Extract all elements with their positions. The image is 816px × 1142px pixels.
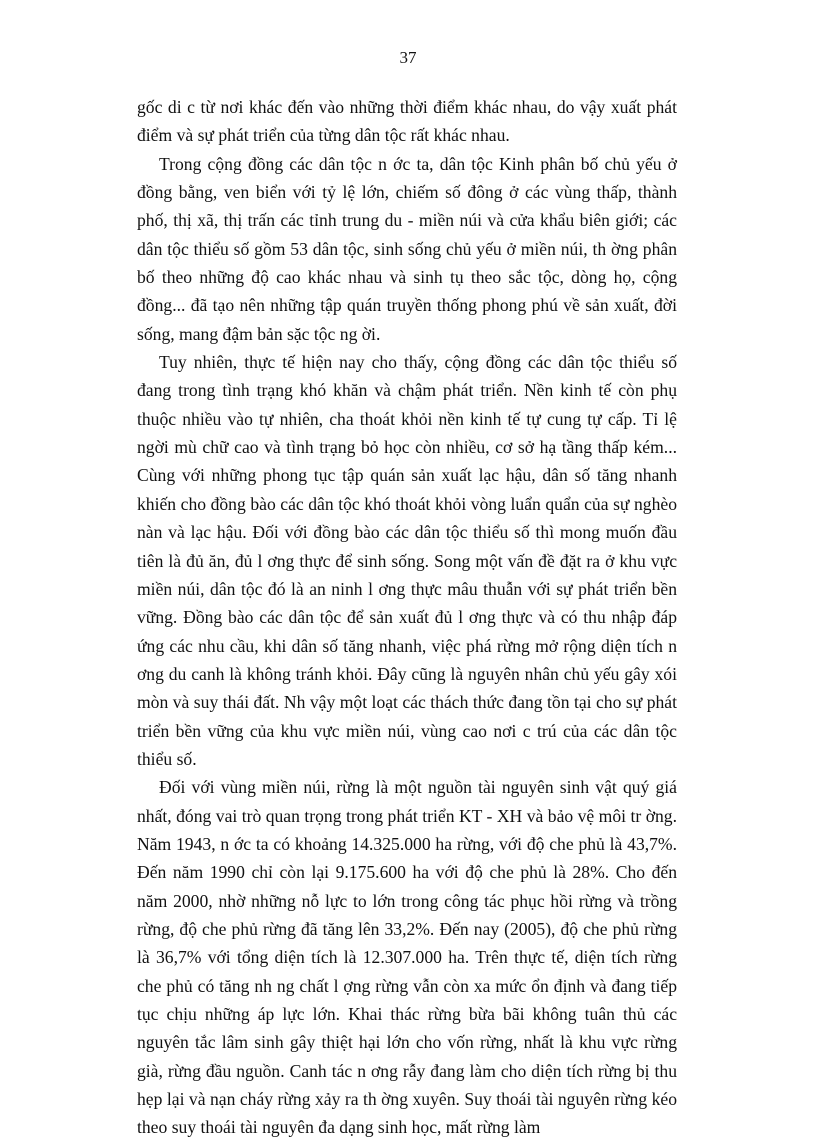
paragraph-1: gốc di c từ nơi khác đến vào những thời điểm khác nhau, do vậy xuất phát điểm và sự phát triển của từng dân tộc rất khác nhau. <box>137 97 677 146</box>
page-number: 37 <box>399 48 417 67</box>
paragraph-2: Trong cộng đồng các dân tộc n ớc ta, dân tộc Kinh phân bố chủ yếu ở đồng bằng, ven biển với tỷ lệ lớn, chiếm số đông ở các vùng thấp, thành phố, thị xã, thị trấn các tỉnh trung du - miền núi và cửa khẩu biên giới; các dân tộc thiểu số gồm 53 dân tộc, sinh sống chủ yếu ở miền núi, th ờng phân bố theo những độ cao khác nhau và sinh tụ theo sắc tộc, dòng họ, cộng đồng... đã tạo nên những tập quán truyền thống phong phú về sản xuất, đời sống, mang đậm bản sặc tộc ng ời. <box>137 153 677 344</box>
paragraph-4: Đối với vùng miền núi, rừng là một nguồn tài nguyên sinh vật quý giá nhất, đóng vai trò quan trọng trong phát triển KT - XH và bảo vệ môi tr ờng. Năm 1943, n ớc ta có khoảng 14.325.000 ha rừng, với độ che phủ là 43,7%. Đến năm 1990 chỉ còn lại 9.175.600 ha với độ che phủ là 28%. Cho đến năm 2000, nhờ những nỗ lực to lớn trong công tác phục hồi rừng và trồng rừng, độ che phủ rừng đã tăng lên 33,2%. Đến nay (2005), độ che phủ rừng là 36,7% với tổng diện tích là 12.307.000 ha. Trên thực tế, diện tích rừng che phủ có tăng nh ng chất l ợng rừng vẫn còn xa mức ổn định và đang tiếp tục chịu những áp lực lớn. Khai thác rừng bừa bãi không tuân thủ các nguyên tắc lâm sinh gây thiệt hại lớn cho vốn rừng, nhất là khu vực rừng già, rừng đầu nguồn. Canh tác n ơng rẫy đang làm cho diện tích rừng bị thu hẹp lại và nạn cháy rừng xảy ra th ờng xuyên. Suy thoái tài nguyên rừng kéo theo suy thoái tài nguyên đa dạng sinh học, mất rừng làm <box>137 777 677 1138</box>
paragraph-3: Tuy nhiên, thực tế hiện nay cho thấy, cộng đồng các dân tộc thiểu số đang trong tình trạng khó khăn và chậm phát triển. Nền kinh tế còn phụ thuộc nhiều vào tự nhiên, cha thoát khỏi nền kinh tế tự cung tự cấp. Tỉ lệ ngời mù chữ cao và tình trạng bỏ học còn nhiều, cơ sở hạ tầng thấp kém... Cùng với những phong tục tập quán sản xuất lạc hậu, dân số tăng nhanh khiến cho đồng bào các dân tộc khó thoát khỏi vòng luẩn quẩn của sự nghèo nàn và lạc hậu. Đối với đồng bào các dân tộc thiểu số thì mong muốn đầu tiên là đủ ăn, đủ l ơng thực để sinh sống. Song một vấn đề đặt ra ở khu vực miền núi, dân tộc đó là an ninh l ơng thực mâu thuẫn với sự phát triển bền vững. Đồng bào các dân tộc để sản xuất đủ l ơng thực và có thu nhập đáp ứng các nhu cầu, khi dân số tăng nhanh, việc phá rừng mở rộng diện tích n ơng du canh là không tránh khỏi. Đây cũng là nguyên nhân chủ yếu gây xói mòn và suy thái đất. Nh vậy một loạt các thách thức đang tồn tại cho sự phát triển bền vững của khu vực miền núi, vùng cao nơi c trú của các dân tộc thiểu số. <box>137 352 677 769</box>
body-text <box>137 93 677 1142</box>
